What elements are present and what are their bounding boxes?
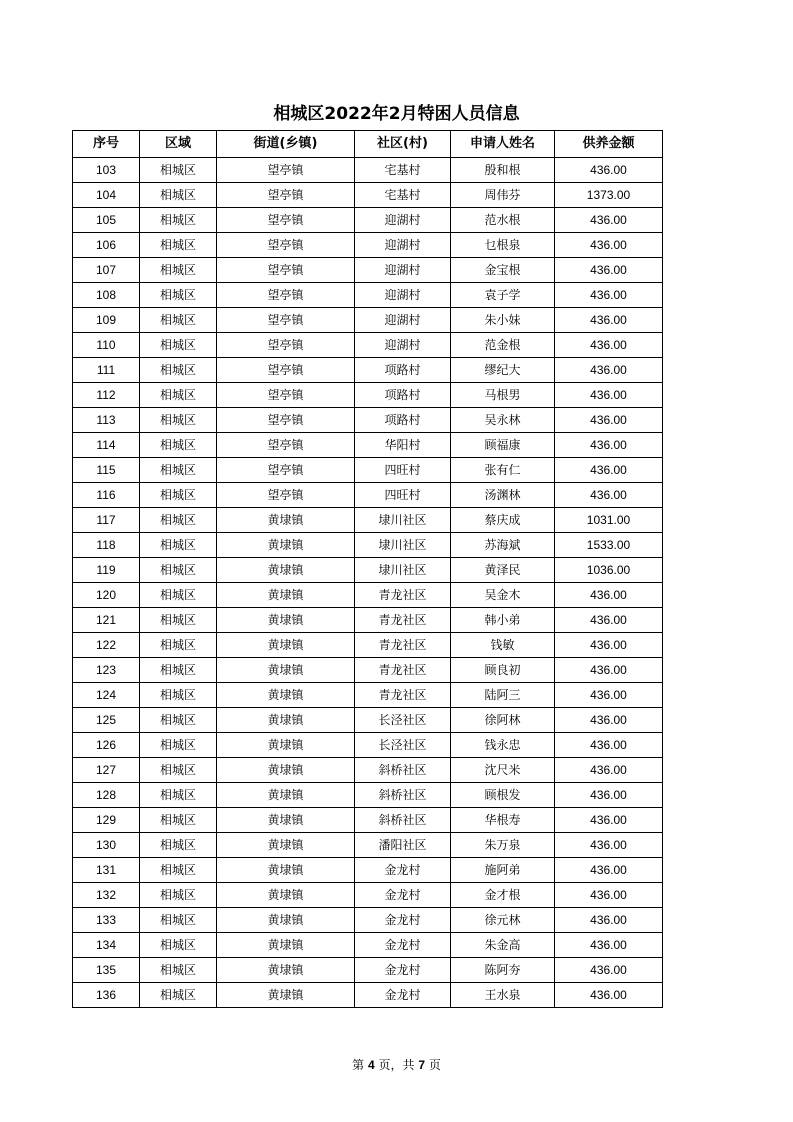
cell-street-town: 黄埭镇	[217, 933, 355, 958]
cell-district: 相城区	[140, 158, 217, 183]
cell-applicant-name: 吴金木	[451, 583, 555, 608]
cell-applicant-name: 王水泉	[451, 983, 555, 1008]
table-row	[73, 583, 663, 608]
cell-support-amount: 1036.00	[555, 558, 663, 583]
cell-community: 长泾社区	[355, 708, 451, 733]
table-row	[73, 858, 663, 883]
cell-street-town: 黄埭镇	[217, 758, 355, 783]
cell-street-town: 望亭镇	[217, 358, 355, 383]
footer-total-pages: 7	[418, 1058, 426, 1072]
cell-applicant-name: 金才根	[451, 883, 555, 908]
table-row	[73, 783, 663, 808]
cell-serial: 114	[73, 433, 140, 458]
cell-community: 金龙村	[355, 908, 451, 933]
cell-applicant-name: 吴永林	[451, 408, 555, 433]
cell-district: 相城区	[140, 333, 217, 358]
table-row	[73, 908, 663, 933]
cell-district: 相城区	[140, 958, 217, 983]
cell-applicant-name: 钱敏	[451, 633, 555, 658]
cell-street-town: 望亭镇	[217, 433, 355, 458]
table-row	[73, 958, 663, 983]
cell-applicant-name: 乜根泉	[451, 233, 555, 258]
cell-district: 相城区	[140, 733, 217, 758]
cell-community: 项路村	[355, 358, 451, 383]
cell-support-amount: 436.00	[555, 683, 663, 708]
cell-applicant-name: 朱万泉	[451, 833, 555, 858]
cell-community: 斜桥社区	[355, 783, 451, 808]
cell-applicant-name: 沈尺米	[451, 758, 555, 783]
cell-applicant-name: 黄泽民	[451, 558, 555, 583]
footer-suffix: 页	[428, 1058, 441, 1072]
cell-applicant-name: 缪纪大	[451, 358, 555, 383]
cell-serial: 131	[73, 858, 140, 883]
cell-street-town: 黄埭镇	[217, 908, 355, 933]
table-row	[73, 283, 663, 308]
cell-support-amount: 436.00	[555, 783, 663, 808]
cell-community: 金龙村	[355, 858, 451, 883]
cell-street-town: 黄埭镇	[217, 658, 355, 683]
cell-district: 相城区	[140, 608, 217, 633]
cell-district: 相城区	[140, 583, 217, 608]
cell-street-town: 望亭镇	[217, 333, 355, 358]
cell-support-amount: 436.00	[555, 733, 663, 758]
table-row	[73, 558, 663, 583]
cell-district: 相城区	[140, 833, 217, 858]
cell-street-town: 望亭镇	[217, 208, 355, 233]
cell-applicant-name: 徐元林	[451, 908, 555, 933]
cell-support-amount: 1373.00	[555, 183, 663, 208]
cell-street-town: 黄埭镇	[217, 708, 355, 733]
cell-serial: 136	[73, 983, 140, 1008]
cell-community: 埭川社区	[355, 558, 451, 583]
cell-support-amount: 436.00	[555, 608, 663, 633]
cell-street-town: 黄埭镇	[217, 858, 355, 883]
cell-community: 斜桥社区	[355, 808, 451, 833]
cell-support-amount: 436.00	[555, 158, 663, 183]
cell-street-town: 望亭镇	[217, 283, 355, 308]
cell-applicant-name: 汤渊林	[451, 483, 555, 508]
cell-support-amount: 436.00	[555, 283, 663, 308]
table-row	[73, 933, 663, 958]
cell-community: 宅基村	[355, 158, 451, 183]
cell-community: 斜桥社区	[355, 758, 451, 783]
table-row	[73, 658, 663, 683]
table-row	[73, 408, 663, 433]
special-hardship-table	[72, 130, 663, 1008]
cell-applicant-name: 华根寿	[451, 808, 555, 833]
cell-community: 金龙村	[355, 983, 451, 1008]
cell-support-amount: 436.00	[555, 408, 663, 433]
table-row	[73, 633, 663, 658]
cell-support-amount: 436.00	[555, 483, 663, 508]
cell-applicant-name: 施阿弟	[451, 858, 555, 883]
cell-street-town: 黄埭镇	[217, 558, 355, 583]
cell-applicant-name: 朱小妹	[451, 308, 555, 333]
cell-serial: 126	[73, 733, 140, 758]
cell-street-town: 黄埭镇	[217, 583, 355, 608]
cell-applicant-name: 马根男	[451, 383, 555, 408]
cell-street-town: 黄埭镇	[217, 883, 355, 908]
cell-applicant-name: 袁子学	[451, 283, 555, 308]
cell-serial: 123	[73, 658, 140, 683]
page-footer	[0, 1056, 793, 1073]
cell-district: 相城区	[140, 783, 217, 808]
table-row	[73, 458, 663, 483]
cell-applicant-name: 顾根发	[451, 783, 555, 808]
cell-district: 相城区	[140, 483, 217, 508]
cell-applicant-name: 张有仁	[451, 458, 555, 483]
cell-serial: 127	[73, 758, 140, 783]
cell-street-town: 望亭镇	[217, 233, 355, 258]
table-row	[73, 758, 663, 783]
cell-support-amount: 436.00	[555, 233, 663, 258]
cell-street-town: 黄埭镇	[217, 808, 355, 833]
cell-support-amount: 436.00	[555, 958, 663, 983]
cell-serial: 129	[73, 808, 140, 833]
cell-community: 迎湖村	[355, 308, 451, 333]
cell-community: 青龙社区	[355, 633, 451, 658]
cell-community: 迎湖村	[355, 283, 451, 308]
cell-street-town: 黄埭镇	[217, 783, 355, 808]
cell-community: 迎湖村	[355, 333, 451, 358]
cell-serial: 122	[73, 633, 140, 658]
cell-support-amount: 436.00	[555, 933, 663, 958]
cell-serial: 109	[73, 308, 140, 333]
cell-applicant-name: 钱永忠	[451, 733, 555, 758]
cell-support-amount: 436.00	[555, 808, 663, 833]
cell-community: 四旺村	[355, 458, 451, 483]
cell-district: 相城区	[140, 883, 217, 908]
cell-support-amount: 436.00	[555, 208, 663, 233]
cell-serial: 106	[73, 233, 140, 258]
table-row	[73, 733, 663, 758]
cell-applicant-name: 朱金高	[451, 933, 555, 958]
cell-street-town: 望亭镇	[217, 158, 355, 183]
cell-applicant-name: 陆阿三	[451, 683, 555, 708]
cell-serial: 115	[73, 458, 140, 483]
cell-support-amount: 436.00	[555, 758, 663, 783]
footer-middle: 页，共	[378, 1058, 415, 1072]
cell-support-amount: 436.00	[555, 908, 663, 933]
cell-applicant-name: 顾良初	[451, 658, 555, 683]
table-row	[73, 483, 663, 508]
cell-district: 相城区	[140, 533, 217, 558]
cell-district: 相城区	[140, 683, 217, 708]
table-row	[73, 708, 663, 733]
cell-district: 相城区	[140, 808, 217, 833]
table-row	[73, 383, 663, 408]
cell-street-town: 望亭镇	[217, 308, 355, 333]
cell-serial: 104	[73, 183, 140, 208]
cell-support-amount: 436.00	[555, 858, 663, 883]
cell-serial: 124	[73, 683, 140, 708]
cell-community: 潘阳社区	[355, 833, 451, 858]
cell-serial: 130	[73, 833, 140, 858]
cell-community: 项路村	[355, 383, 451, 408]
cell-applicant-name: 韩小弟	[451, 608, 555, 633]
cell-street-town: 黄埭镇	[217, 508, 355, 533]
cell-district: 相城区	[140, 458, 217, 483]
table-row	[73, 158, 663, 183]
cell-community: 宅基村	[355, 183, 451, 208]
cell-applicant-name: 顾福康	[451, 433, 555, 458]
cell-street-town: 望亭镇	[217, 183, 355, 208]
cell-district: 相城区	[140, 183, 217, 208]
cell-street-town: 望亭镇	[217, 483, 355, 508]
cell-support-amount: 1031.00	[555, 508, 663, 533]
table-row	[73, 233, 663, 258]
cell-community: 埭川社区	[355, 508, 451, 533]
cell-serial: 111	[73, 358, 140, 383]
cell-street-town: 黄埭镇	[217, 683, 355, 708]
table-row	[73, 608, 663, 633]
cell-district: 相城区	[140, 758, 217, 783]
cell-support-amount: 436.00	[555, 358, 663, 383]
cell-serial: 108	[73, 283, 140, 308]
cell-street-town: 望亭镇	[217, 408, 355, 433]
cell-street-town: 黄埭镇	[217, 983, 355, 1008]
cell-community: 青龙社区	[355, 583, 451, 608]
cell-serial: 107	[73, 258, 140, 283]
cell-support-amount: 436.00	[555, 258, 663, 283]
cell-district: 相城区	[140, 858, 217, 883]
cell-street-town: 望亭镇	[217, 383, 355, 408]
cell-serial: 120	[73, 583, 140, 608]
cell-serial: 128	[73, 783, 140, 808]
table-row	[73, 508, 663, 533]
cell-district: 相城区	[140, 708, 217, 733]
cell-serial: 121	[73, 608, 140, 633]
header-street-town: 街道(乡镇)	[217, 131, 355, 158]
footer-page-number: 4	[367, 1058, 375, 1072]
header-community: 社区(村)	[355, 131, 451, 158]
table-row	[73, 683, 663, 708]
table-row	[73, 883, 663, 908]
cell-community: 青龙社区	[355, 683, 451, 708]
cell-serial: 125	[73, 708, 140, 733]
table-row	[73, 983, 663, 1008]
cell-district: 相城区	[140, 908, 217, 933]
cell-community: 迎湖村	[355, 208, 451, 233]
cell-support-amount: 436.00	[555, 333, 663, 358]
table-row	[73, 533, 663, 558]
header-district: 区域	[140, 131, 217, 158]
cell-applicant-name: 范水根	[451, 208, 555, 233]
cell-serial: 135	[73, 958, 140, 983]
cell-street-town: 黄埭镇	[217, 958, 355, 983]
cell-support-amount: 436.00	[555, 833, 663, 858]
cell-district: 相城区	[140, 933, 217, 958]
header-support-amount: 供养金额	[555, 131, 663, 158]
cell-district: 相城区	[140, 208, 217, 233]
cell-applicant-name: 范金根	[451, 333, 555, 358]
footer-prefix: 第	[352, 1058, 365, 1072]
cell-serial: 110	[73, 333, 140, 358]
cell-community: 项路村	[355, 408, 451, 433]
table-row	[73, 433, 663, 458]
cell-district: 相城区	[140, 283, 217, 308]
cell-district: 相城区	[140, 233, 217, 258]
cell-community: 迎湖村	[355, 258, 451, 283]
cell-applicant-name: 陈阿夯	[451, 958, 555, 983]
cell-community: 青龙社区	[355, 658, 451, 683]
cell-support-amount: 436.00	[555, 433, 663, 458]
table-header-row	[73, 131, 663, 158]
page-title: 相城区2022年2月特困人员信息	[273, 104, 520, 124]
cell-district: 相城区	[140, 633, 217, 658]
header-serial: 序号	[73, 131, 140, 158]
cell-street-town: 黄埭镇	[217, 733, 355, 758]
cell-district: 相城区	[140, 983, 217, 1008]
cell-street-town: 黄埭镇	[217, 608, 355, 633]
cell-support-amount: 436.00	[555, 658, 663, 683]
cell-community: 埭川社区	[355, 533, 451, 558]
cell-district: 相城区	[140, 433, 217, 458]
cell-street-town: 望亭镇	[217, 458, 355, 483]
cell-serial: 117	[73, 508, 140, 533]
cell-applicant-name: 金宝根	[451, 258, 555, 283]
cell-community: 金龙村	[355, 883, 451, 908]
cell-support-amount: 436.00	[555, 458, 663, 483]
cell-serial: 113	[73, 408, 140, 433]
cell-district: 相城区	[140, 408, 217, 433]
cell-support-amount: 436.00	[555, 633, 663, 658]
cell-applicant-name: 殷和根	[451, 158, 555, 183]
cell-community: 长泾社区	[355, 733, 451, 758]
cell-serial: 105	[73, 208, 140, 233]
cell-support-amount: 436.00	[555, 383, 663, 408]
cell-support-amount: 436.00	[555, 883, 663, 908]
table-row	[73, 833, 663, 858]
cell-district: 相城区	[140, 508, 217, 533]
cell-serial: 119	[73, 558, 140, 583]
table-body	[73, 158, 663, 1008]
cell-street-town: 黄埭镇	[217, 833, 355, 858]
header-applicant-name: 申请人姓名	[451, 131, 555, 158]
cell-applicant-name: 蔡庆成	[451, 508, 555, 533]
cell-community: 金龙村	[355, 958, 451, 983]
cell-community: 金龙村	[355, 933, 451, 958]
table-row	[73, 358, 663, 383]
cell-street-town: 黄埭镇	[217, 533, 355, 558]
cell-serial: 134	[73, 933, 140, 958]
cell-district: 相城区	[140, 558, 217, 583]
cell-support-amount: 1533.00	[555, 533, 663, 558]
table-row	[73, 333, 663, 358]
cell-community: 迎湖村	[355, 233, 451, 258]
cell-street-town: 望亭镇	[217, 258, 355, 283]
cell-support-amount: 436.00	[555, 308, 663, 333]
cell-applicant-name: 徐阿林	[451, 708, 555, 733]
cell-community: 华阳村	[355, 433, 451, 458]
table-row	[73, 208, 663, 233]
cell-applicant-name: 苏海斌	[451, 533, 555, 558]
cell-serial: 133	[73, 908, 140, 933]
cell-district: 相城区	[140, 358, 217, 383]
cell-support-amount: 436.00	[555, 708, 663, 733]
table-row	[73, 808, 663, 833]
table-row	[73, 258, 663, 283]
cell-serial: 116	[73, 483, 140, 508]
cell-serial: 118	[73, 533, 140, 558]
cell-support-amount: 436.00	[555, 983, 663, 1008]
cell-street-town: 黄埭镇	[217, 633, 355, 658]
cell-district: 相城区	[140, 383, 217, 408]
table-row	[73, 308, 663, 333]
cell-district: 相城区	[140, 258, 217, 283]
cell-district: 相城区	[140, 658, 217, 683]
cell-serial: 132	[73, 883, 140, 908]
table-row	[73, 183, 663, 208]
cell-district: 相城区	[140, 308, 217, 333]
cell-community: 青龙社区	[355, 608, 451, 633]
cell-serial: 112	[73, 383, 140, 408]
cell-serial: 103	[73, 158, 140, 183]
cell-support-amount: 436.00	[555, 583, 663, 608]
cell-applicant-name: 周伟芬	[451, 183, 555, 208]
cell-community: 四旺村	[355, 483, 451, 508]
